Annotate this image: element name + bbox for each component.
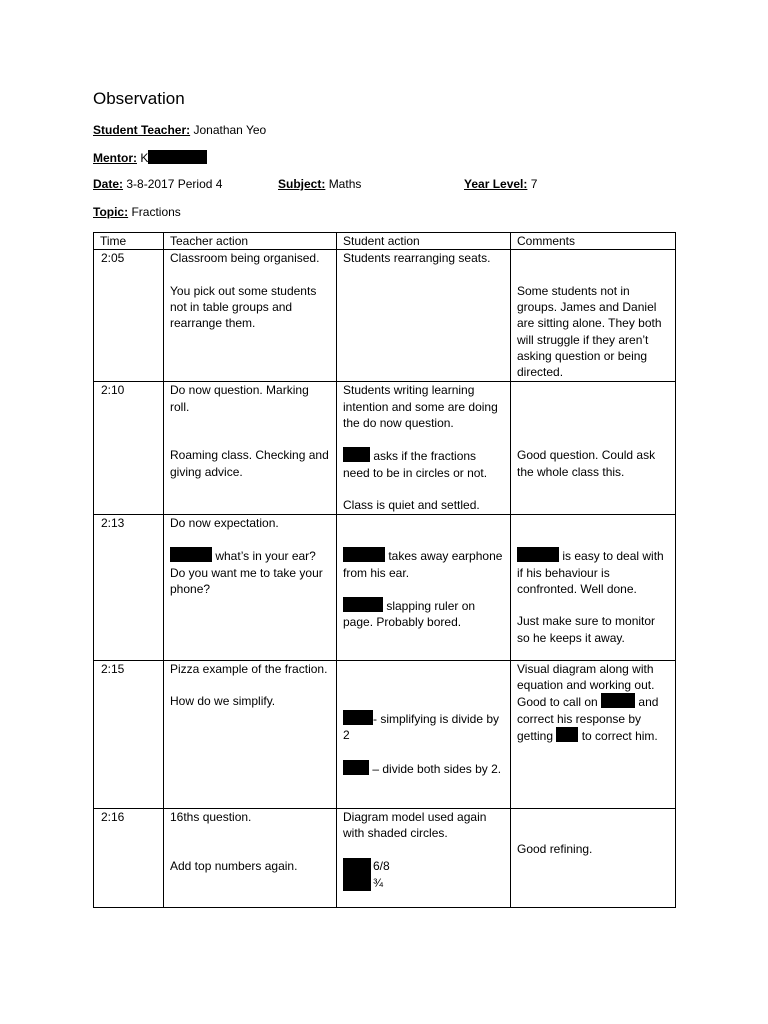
student-note-with-redaction: slapping ruler on page. Probably bored. xyxy=(343,599,476,630)
student-note: Class is quiet and settled. xyxy=(343,498,480,513)
year-level-value: 7 xyxy=(530,177,538,191)
date-line xyxy=(93,177,222,191)
teacher-note: Do now expectation. xyxy=(170,515,279,530)
table-row xyxy=(94,660,676,808)
teacher-action-cell xyxy=(164,514,337,660)
comment-note: Good question. Could ask the whole class this. xyxy=(517,448,656,479)
header-teacher-action: Teacher action xyxy=(164,233,337,250)
redaction-bar xyxy=(343,760,369,775)
observation-table xyxy=(93,232,676,908)
redaction-bar xyxy=(343,710,373,725)
date-label: Date: xyxy=(93,177,124,191)
teacher-note: You pick out some students not in table groups and rearrange them. xyxy=(170,283,317,331)
student-note: Diagram model used again with shaded circles. xyxy=(343,809,487,840)
teacher-note: Classroom being organised. xyxy=(170,251,320,266)
comment-note-with-redaction: is easy to deal with if his behaviour is confronted. Well done. xyxy=(517,549,664,596)
redaction-bar xyxy=(343,447,370,462)
redaction-bar xyxy=(343,547,385,562)
comment-note: Just make sure to monitor so he keeps it away. xyxy=(517,614,656,645)
mentor-line xyxy=(93,150,207,165)
student-action-cell xyxy=(337,382,511,514)
table-row xyxy=(94,382,676,514)
mentor-value: K xyxy=(140,151,149,165)
redaction-bar xyxy=(517,547,559,562)
table-row xyxy=(94,808,676,907)
table-header-row xyxy=(94,233,676,250)
table-row xyxy=(94,514,676,660)
student-note-with-redaction: asks if the fractions need to be in circles or not. xyxy=(343,449,488,480)
topic-label: Topic: xyxy=(93,205,129,219)
comment-note-with-redaction: Good to call on and correct his response by getting to correct him. xyxy=(517,695,659,743)
mentor-label: Mentor: xyxy=(93,151,137,165)
teacher-note: Do now question. Marking roll. xyxy=(170,383,309,414)
student-note-with-redaction: – divide both sides by 2. xyxy=(343,760,504,777)
time-cell: 2:16 xyxy=(94,808,164,907)
student-action-cell xyxy=(337,250,511,382)
fraction-answers xyxy=(343,858,504,892)
comment-note: Visual diagram along with equation and working out. xyxy=(517,661,655,692)
time-cell: 2:15 xyxy=(94,660,164,808)
teacher-action-cell xyxy=(164,382,337,514)
teacher-note: Roaming class. Checking and giving advice. xyxy=(170,448,329,479)
teacher-note: Add top numbers again. xyxy=(170,858,298,873)
comments-cell xyxy=(511,660,676,808)
date-value: 3-8-2017 Period 4 xyxy=(126,177,223,191)
fraction-answer: ¾ xyxy=(373,875,384,890)
subject-label: Subject: xyxy=(278,177,326,191)
time-cell: 2:05 xyxy=(94,250,164,382)
year-level-line xyxy=(464,177,537,191)
student-action-cell xyxy=(337,808,511,907)
teacher-note: 16ths question. xyxy=(170,809,252,824)
comment-note: Some students not in groups. James and Daniel are sitting alone. They both will struggle if they aren’t asking question or being directed. xyxy=(517,283,662,380)
comments-cell xyxy=(511,250,676,382)
student-teacher-value: Jonathan Yeo xyxy=(193,123,267,137)
student-note: Students rearranging seats. xyxy=(343,251,491,266)
fraction-answer: 6/8 xyxy=(373,858,390,873)
student-note-with-redaction: - simplifying is divide by 2 xyxy=(343,711,500,742)
time-cell: 2:10 xyxy=(94,382,164,514)
subject-value: Maths xyxy=(328,177,362,191)
teacher-action-cell xyxy=(164,660,337,808)
page-title: Observation xyxy=(93,89,185,108)
comments-cell xyxy=(511,382,676,514)
student-action-cell xyxy=(337,514,511,660)
student-note-with-redaction: takes away earphone from his ear. xyxy=(343,549,503,580)
table-row xyxy=(94,250,676,382)
topic-value: Fractions xyxy=(131,205,181,219)
subject-line xyxy=(278,177,361,191)
student-teacher-line xyxy=(93,123,266,137)
header-time: Time xyxy=(94,233,164,250)
redaction-bar xyxy=(556,727,578,742)
redaction-bar xyxy=(343,597,383,612)
comments-cell xyxy=(511,514,676,660)
student-teacher-label: Student Teacher: xyxy=(93,123,191,137)
time-cell: 2:13 xyxy=(94,514,164,660)
comment-note: Good refining. xyxy=(517,842,593,857)
comments-cell xyxy=(511,808,676,907)
redaction-bar xyxy=(148,150,207,164)
teacher-note-with-redaction: what’s in your ear? Do you want me to take your phone? xyxy=(170,549,323,596)
teacher-note: How do we simplify. xyxy=(170,694,276,709)
redaction-bar xyxy=(170,547,212,562)
redaction-bar xyxy=(343,858,371,891)
year-level-label: Year Level: xyxy=(464,177,528,191)
header-student-action: Student action xyxy=(337,233,511,250)
redaction-bar xyxy=(601,693,635,708)
header-comments: Comments xyxy=(511,233,676,250)
teacher-action-cell xyxy=(164,808,337,907)
teacher-note: Pizza example of the fraction. xyxy=(170,661,328,676)
student-action-cell xyxy=(337,660,511,808)
teacher-action-cell xyxy=(164,250,337,382)
topic-line xyxy=(93,205,181,219)
student-note: Students writing learning intention and some are doing the do now question. xyxy=(343,383,498,430)
